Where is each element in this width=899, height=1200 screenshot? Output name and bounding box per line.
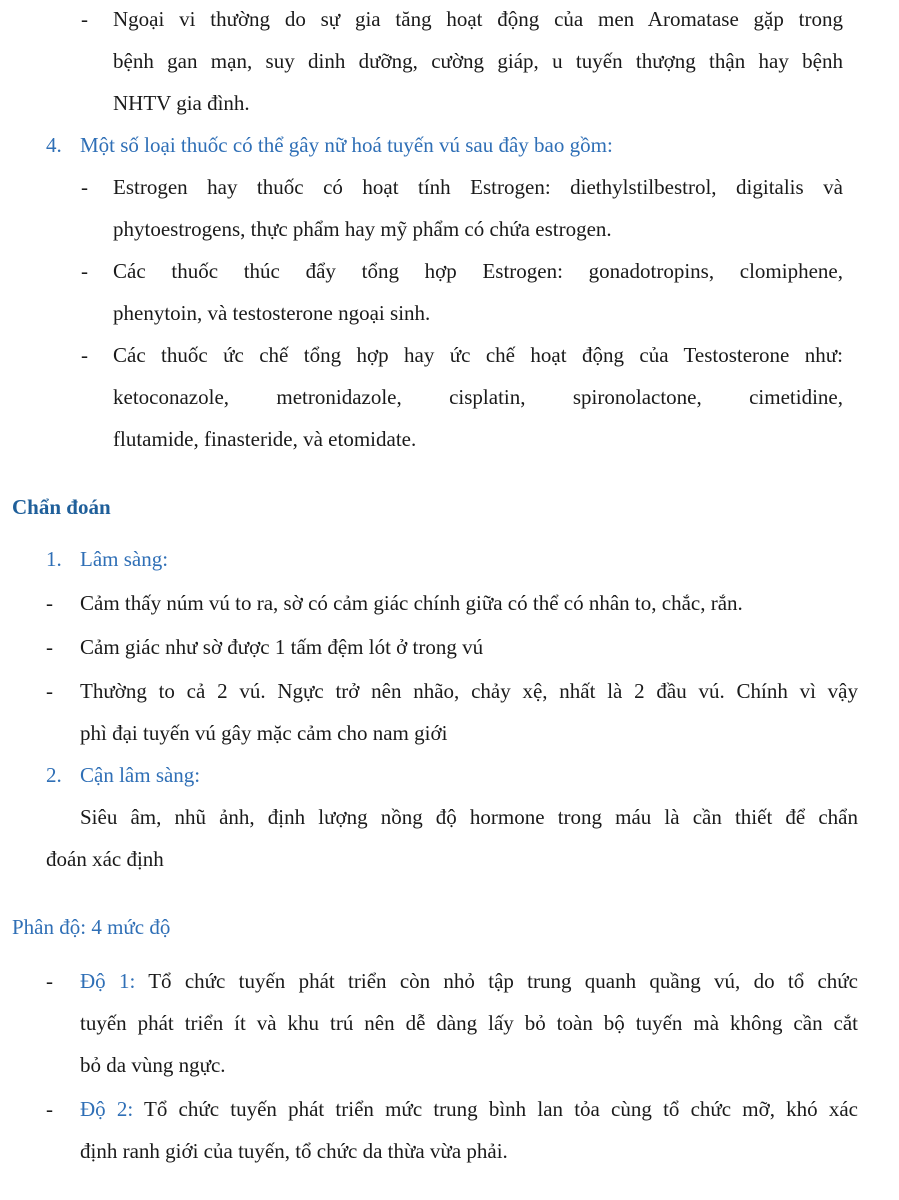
grade-1-line xyxy=(80,967,858,995)
paragraph-line: NHTV gia đình. xyxy=(113,91,250,115)
paragraph-line: Siêu âm, nhũ ảnh, định lượng nồng độ hormone trong máu là cần thiết để chẩn xyxy=(80,805,858,829)
paragraph-line: Ngoại vi thường do sự gia tăng hoạt động của men Aromatase gặp trong xyxy=(113,7,843,31)
paragraph-line: định ranh giới của tuyến, tổ chức da thừa vừa phải. xyxy=(80,1139,508,1163)
bullet-dash: - xyxy=(81,175,88,199)
bullet-dash: - xyxy=(46,1097,53,1121)
paragraph-line: Cảm giác như sờ được 1 tấm đệm lót ở trong vú xyxy=(80,635,484,659)
grade-label: Độ 1: xyxy=(80,969,136,993)
paragraph-line: phytoestrogens, thực phẩm hay mỹ phẩm có chứa estrogen. xyxy=(113,217,612,241)
list-title: Lâm sàng: xyxy=(80,547,169,571)
paragraph-line: đoán xác định xyxy=(46,847,164,871)
list-title: Một số loại thuốc có thể gây nữ hoá tuyến vú sau đây bao gồm: xyxy=(80,133,613,157)
bullet-dash: - xyxy=(81,259,88,283)
bullet-dash: - xyxy=(46,969,53,993)
grade-text: Tổ chức tuyến phát triển mức trung bình lan tỏa cùng tổ chức mỡ, khó xác xyxy=(144,1097,859,1121)
bullet-dash: - xyxy=(46,679,53,703)
bullet-dash: - xyxy=(81,7,88,31)
paragraph-line: Estrogen hay thuốc có hoạt tính Estrogen: diethylstilbestrol, digitalis và xyxy=(113,175,843,199)
list-number: 1. xyxy=(46,547,62,571)
section-heading: Phân độ: 4 mức độ xyxy=(12,915,171,939)
paragraph-line: bệnh gan mạn, suy dinh dưỡng, cường giáp, u tuyến thượng thận hay bệnh xyxy=(113,49,843,73)
bullet-dash: - xyxy=(46,591,53,615)
paragraph-line: phenytoin, và testosterone ngoại sinh. xyxy=(113,301,431,325)
paragraph-line: bỏ da vùng ngực. xyxy=(80,1053,226,1077)
paragraph-line: Thường to cả 2 vú. Ngực trở nên nhão, chảy xệ, nhất là 2 đầu vú. Chính vì vậy xyxy=(80,679,858,703)
list-title: Cận lâm sàng: xyxy=(80,763,201,787)
list-number: 2. xyxy=(46,763,62,787)
grade-2-line xyxy=(80,1095,858,1123)
paragraph-line: flutamide, finasteride, và etomidate. xyxy=(113,427,417,451)
paragraph-line: Các thuốc ức chế tổng hợp hay ức chế hoạt động của Testosterone như: xyxy=(113,343,843,367)
paragraph-line: phì đại tuyến vú gây mặc cảm cho nam giới xyxy=(80,721,448,745)
paragraph-line: Cảm thấy núm vú to ra, sờ có cảm giác chính giữa có thể có nhân to, chắc, rắn. xyxy=(80,591,743,615)
paragraph-line: tuyến phát triển ít và khu trú nên dễ dàng lấy bỏ toàn bộ tuyến mà không cần cắt xyxy=(80,1011,858,1035)
grade-text: Tổ chức tuyến phát triển còn nhỏ tập trung quanh quầng vú, do tổ chức xyxy=(148,969,859,993)
bullet-dash: - xyxy=(81,343,88,367)
paragraph-line: ketoconazole, metronidazole, cisplatin, spironolactone, cimetidine, xyxy=(113,385,843,409)
paragraph-line: Các thuốc thúc đẩy tổng hợp Estrogen: gonadotropins, clomiphene, xyxy=(113,259,843,283)
grade-label: Độ 2: xyxy=(80,1097,134,1121)
list-number: 4. xyxy=(46,133,62,157)
bullet-dash: - xyxy=(46,635,53,659)
section-heading: Chẩn đoán xyxy=(12,495,111,519)
